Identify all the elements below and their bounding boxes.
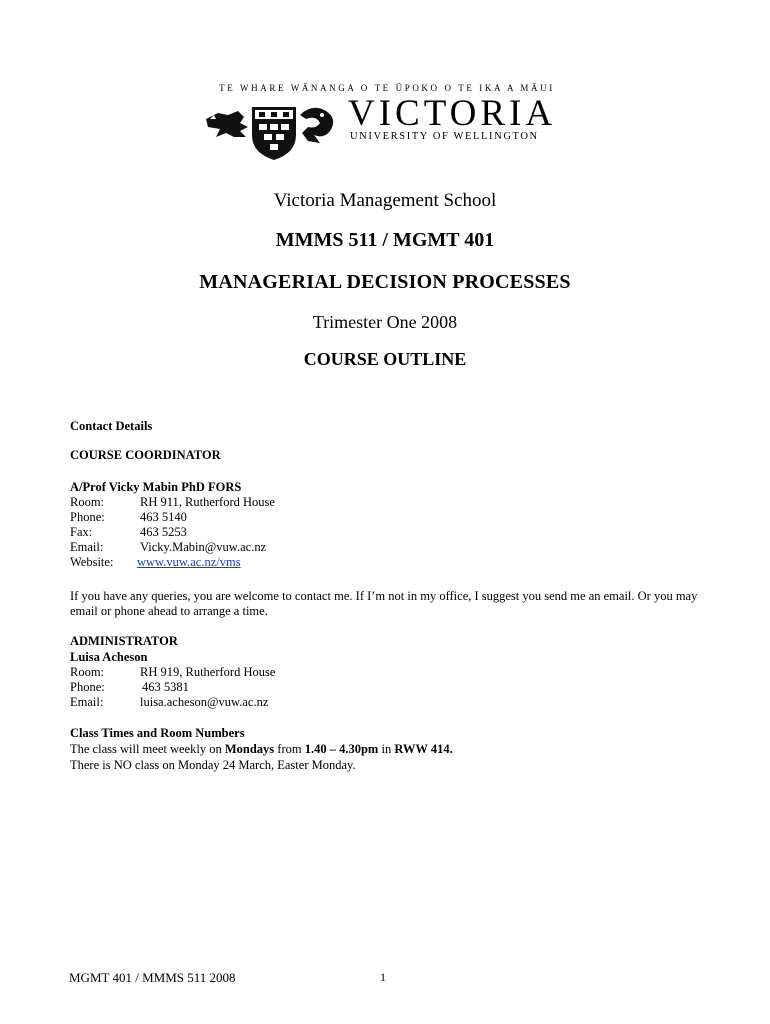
administrator-email-row (70, 695, 275, 710)
administrator-heading: ADMINISTRATOR (70, 634, 178, 648)
phone-value: 463 5140 (140, 510, 187, 524)
coordinator-email-row (70, 540, 275, 555)
phone-value: 463 5381 (142, 680, 189, 694)
class-room: RWW 414. (394, 742, 453, 756)
fax-value: 463 5253 (140, 525, 187, 539)
phone-label: Phone: (70, 680, 105, 694)
room-label: Room: (70, 495, 105, 509)
page-number: 1 (380, 970, 386, 984)
no-class-notice: There is NO class on Monday 24 March, Easter Monday. (70, 758, 356, 772)
coordinator-heading: COURSE COORDINATOR (70, 448, 221, 462)
course-title: MANAGERIAL DECISION PROCESSES (199, 271, 571, 293)
class-times-text: from (274, 742, 305, 756)
maori-name-line: TE WHARE WĀNANGA O TE ŪPOKO O TE IKA A MĀUI (219, 83, 555, 93)
class-times-text: in (378, 742, 395, 756)
document-type: COURSE OUTLINE (303, 349, 467, 369)
room-value: RH 919, Rutherford House (140, 665, 276, 679)
room-value: RH 911, Rutherford House (140, 495, 275, 509)
university-subtitle: UNIVERSITY OF WELLINGTON (350, 131, 539, 142)
fax-label: Fax: (70, 525, 93, 539)
website-link[interactable]: www.vuw.ac.nz/vms (137, 555, 241, 569)
phone-label: Phone: (70, 510, 105, 524)
coordinator-fax-row (70, 525, 275, 540)
coordinator-website-row (70, 555, 275, 570)
administrator-name: Luisa Acheson (70, 650, 148, 664)
class-times-line (70, 742, 453, 757)
school-name: Victoria Management School (273, 190, 497, 211)
website-label: Website: (70, 555, 114, 569)
coordinator-block (70, 480, 275, 570)
email-value: luisa.acheson@vuw.ac.nz (140, 695, 269, 709)
room-label: Room: (70, 665, 105, 679)
coordinator-name: A/Prof Vicky Mabin PhD FORS (70, 480, 242, 494)
class-time: 1.40 – 4.30pm (304, 742, 379, 756)
email-label: Email: (70, 695, 104, 709)
contact-details-heading: Contact Details (70, 419, 153, 433)
queries-paragraph: If you have any queries, you are welcome to contact me. If I’m not in my office, I suggest you send me an email. Or you may email or phone ahead to arrange a time. (70, 589, 698, 618)
university-crest-logo (204, 97, 338, 161)
university-name: VICTORIA (348, 93, 557, 134)
email-label: Email: (70, 540, 104, 554)
coordinator-room-row (70, 495, 275, 510)
administrator-block (70, 650, 275, 710)
class-times-text: The class will meet weekly on (70, 742, 225, 756)
course-code: MMMS 511 / MGMT 401 (275, 229, 495, 251)
term-label: Trimester One 2008 (312, 312, 458, 332)
coordinator-phone-row (70, 510, 275, 525)
administrator-room-row (70, 665, 275, 680)
class-day: Mondays (224, 742, 275, 756)
class-times-heading: Class Times and Room Numbers (70, 726, 245, 740)
administrator-phone-row (70, 680, 275, 695)
email-value: Vicky.Mabin@vuw.ac.nz (140, 540, 267, 554)
footer-course-label: MGMT 401 / MMMS 511 2008 (69, 970, 236, 985)
